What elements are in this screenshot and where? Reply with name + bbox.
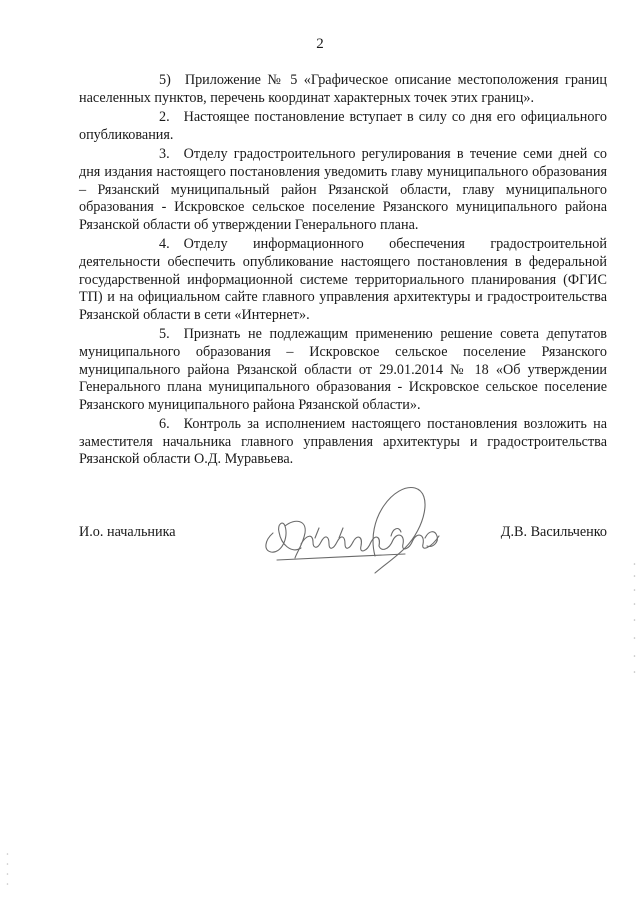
signatory-position: И.о. начальника <box>79 524 176 540</box>
paragraph-number: 5) <box>159 72 171 88</box>
paragraph-effective-date <box>79 109 607 144</box>
paragraph-number: 6. <box>159 416 170 433</box>
paragraph-text: Настоящее постановление вступает в силу со дня его официального опубликования. <box>79 109 607 143</box>
paragraph-text: Признать не подлежащим применению решение совета депутатов муниципального образования – Искровское сельское поселение Рязанского муниципального района Рязанской области от 29.01.2014 № 18 «Об утверждении Генерального плана муниципального образования - Искровское сельское поселение Рязанского муниципального района Рязанской области». <box>79 326 607 413</box>
paragraph-text: Отделу градостроительного регулирования в течение семи дней со дня издания настоящего постановления уведомить главу муниципального образования – Рязанский муниципальный район Рязанской области, главу муниципального образования - Искровское сельское поселение Рязанского муниципального района Рязанской области об утверждении Генерального плана. <box>79 146 607 233</box>
paragraph-text: Отделу информационного обеспечения градостроительной деятельности обеспечить опубликование настоящего постановления в федеральной государственной информационной системе территориального планирования (ФГИС ТП) и на официальном сайте главного управления архитектуры и градостроительства Рязанской области в сети «Интернет». <box>79 236 607 323</box>
handwritten-signature <box>255 478 455 583</box>
paragraph-notification <box>79 146 607 234</box>
paragraph-control <box>79 416 607 469</box>
paragraph-text: Контроль за исполнением настоящего постановления возложить на заместителя начальника главного управления архитектуры и градостроительства Рязанской области О.Д. Муравьева. <box>79 416 607 468</box>
signatory-name: Д.В. Васильченко <box>500 524 607 540</box>
paragraph-number: 4. <box>159 236 170 253</box>
paragraph-publication <box>79 236 607 324</box>
scan-edge-marks-left <box>6 850 9 890</box>
paragraph-number: 2. <box>159 109 170 126</box>
paragraph-number: 5. <box>159 326 170 343</box>
page-number: 2 <box>316 36 324 52</box>
scan-edge-marks <box>633 560 636 680</box>
paragraph-repeal <box>79 326 607 414</box>
paragraph-number: 3. <box>159 146 170 163</box>
document-body <box>79 72 607 471</box>
paragraph-item-5-subitem <box>79 72 607 107</box>
paragraph-text: Приложение № 5 «Графическое описание местоположения границ населенных пунктов, перечень координат характерных точек этих границ». <box>79 72 607 106</box>
